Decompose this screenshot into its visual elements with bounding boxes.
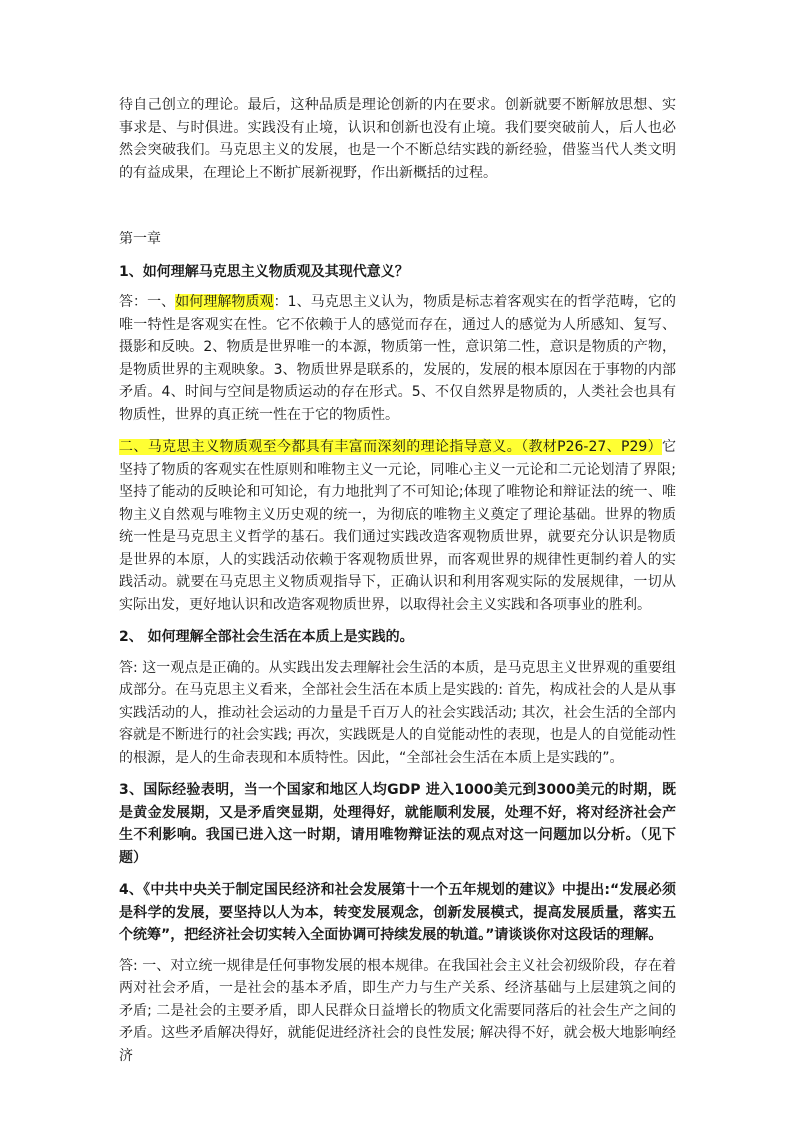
question-1-answer	[119, 291, 676, 426]
question-1-title: 1、如何理解马克思主义物质观及其现代意义？	[119, 263, 409, 280]
question-4-title: 4、《中共中央关于制定国民经济和社会发展第十一个五年规划的建议》中提出:“发展必须是科学的发展，要坚持以人为本，转变发展观念，创新发展模式，提高发展质量，落实五个统筹”，把经济社会切实转入全面协调可持续发展的轨道。”请谈谈你对这段话的理解。	[119, 882, 676, 943]
question-1-part-2	[119, 436, 676, 616]
intro-paragraph: 待自己创立的理论。最后，这种品质是理论创新的内在要求。创新就要不断解放思想、实事求是、与时俱进。实践没有止境，认识和创新也没有止境。我们要突破前人，后人也必然会突破我们。马克思主义的发展，也是一个不断总结实践的新经验，借鉴当代人类文明的有益成果，在理论上不断扩展新视野，作出新概括的过程。	[119, 97, 676, 181]
question-3-title: 3、国际经验表明，当一个国家和地区人均GDP 进入1000美元到3000美元的时期，既是黄金发展期，又是矛盾突显期，处理得好，就能顺利发展，处理不好，将对经济社会产生不利影响。我国已进入这一时期，请用唯物辩证法的观点对这一问题加以分析。（见下题）	[119, 782, 676, 866]
question-2-title: 2、 如何理解全部社会生活在本质上是实践的。	[119, 629, 414, 645]
answer-body: ：1、马克思主义认为，物质是标志着客观实在的哲学范畴，它的唯一特性是客观实在性。它不依赖于人的感觉而存在，通过人的感觉为人所感知、复写、摄影和反映。2、物质是世界唯一的本源，物质第一性，意识第二性，意识是物质的产物，是物质世界的主观映象。3、物质世界是联系的，发展的，发展的根本原因在于事物的内部矛盾。4、时间与空间是物质运动的存在形式。5、不仅自然界是物质的，人类社会也具有物质性，世界的真正统一性在于它的物质性。	[119, 294, 677, 423]
highlighted-phrase: 如何理解物质观	[175, 294, 274, 310]
question-4-answer: 答: 一、对立统一规律是任何事物发展的根本规律。在我国社会主义社会初级阶段，存在着两对社会矛盾，一是社会的基本矛盾，即生产力与生产关系、经济基础与上层建筑之间的矛盾; 二是社会的主要矛盾，即人民群众日益增长的物质文化需要同落后的社会生产之间的矛盾。这些矛盾解决得好，就能促进经济社会的良性发展; 解决得不好，就会极大地影响经济	[119, 957, 676, 1064]
answer-prefix: 答：一、	[119, 294, 176, 310]
chapter-heading: 第一章	[119, 231, 161, 247]
part-2-body: 它坚持了物质的客观实在性原则和唯物主义一元论，同唯心主义一元论和二元论划清了界限;坚持了能动的反映论和可知论，有力地批判了不可知论;体现了唯物论和辩证法的统一、唯物主义自然观与唯物主义历史观的统一，为彻底的唯物主义奠定了理论基础。世界的物质统一性是马克思主义哲学的基石。我们通过实践改造客观物质世界，就要充分认识是物质是世界的本原，人的实践活动依赖于客观物质世界，而客观世界的规律性更制约着人的实践活动。就要在马克思主义物质观指导下，正确认识和利用客观实际的发展规律，一切从实际出发，更好地认识和改造客观物质世界，以取得社会主义实践和各项事业的胜利。	[119, 439, 676, 613]
question-2-answer: 答: 这一观点是正确的。从实践出发去理解社会生活的本质，是马克思主义世界观的重要组成部分。在马克思主义看来，全部社会生活在本质上是实践的: 首先，构成社会的人是从事实践活动的人，推动社会运动的力量是千百万人的社会实践活动; 其次，社会生活的全部内容就是不断进行的社会实践; 再次，实践既是人的自觉能动性的表现，也是人的自觉能动性的根源，是人的生命表现和本质特性。因此，“全部社会生活在本质上是实践的”。	[119, 659, 676, 766]
highlighted-heading: 二、马克思主义物质观至今都具有丰富而深刻的理论指导意义。（教材P26-27、P29）	[119, 439, 662, 455]
